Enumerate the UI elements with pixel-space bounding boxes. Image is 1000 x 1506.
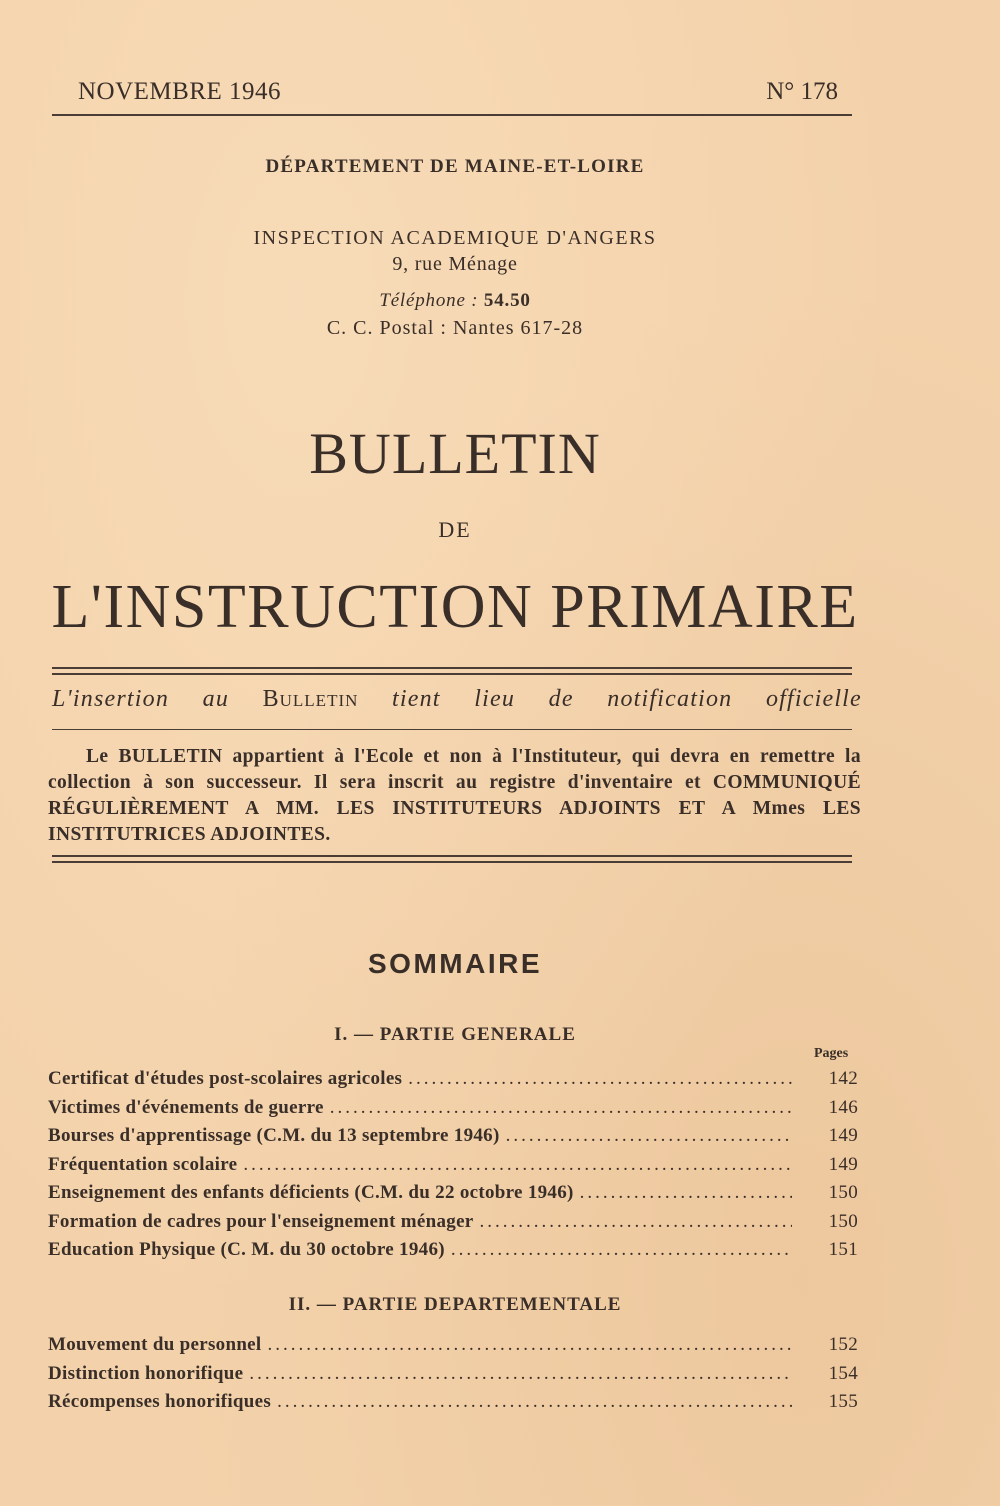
toc-entry — [48, 1125, 858, 1154]
toc-leader-dots — [408, 1068, 792, 1090]
toc-leader-dots — [451, 1239, 792, 1261]
toc-entry-title: Certificat d'études post-scolaires agricoles — [48, 1068, 403, 1089]
double-rule-bottom-2 — [52, 861, 852, 863]
notice-word: L'insertion — [52, 686, 170, 712]
toc-entry-page: 146 — [828, 1096, 858, 1118]
issue-date: NOVEMBRE 1946 — [78, 78, 282, 105]
toc-leader-dots — [268, 1334, 793, 1356]
notice-rule — [52, 729, 852, 730]
toc-entry-title: Fréquentation scolaire — [48, 1153, 238, 1175]
department-name: DÉPARTEMENT DE MAINE-ET-LOIRE — [265, 156, 645, 177]
toc-entry-page: 150 — [828, 1182, 858, 1203]
toc-leader-dots — [249, 1363, 792, 1385]
toc-entry-title: Education Physique (C. M. du 30 octobre 1946) — [48, 1239, 445, 1260]
toc-entry — [48, 1239, 858, 1268]
toc-entry-title: Mouvement du personnel — [48, 1334, 262, 1355]
toc-leader-dots — [243, 1154, 792, 1176]
title-de: DE — [438, 517, 472, 542]
ownership-paragraph — [48, 744, 861, 848]
header-rule — [52, 114, 852, 116]
toc-leader-dots — [277, 1391, 792, 1413]
notice-word: officielle — [765, 686, 862, 712]
section-heading-departementale: II. — PARTIE DEPARTEMENTALE — [288, 1294, 622, 1315]
pages-column-label: Pages — [814, 1046, 849, 1061]
notice-word: de — [548, 686, 574, 712]
toc-entry-title: Victimes d'événements de guerre — [48, 1096, 324, 1118]
toc-departementale — [48, 1334, 858, 1420]
toc-entry — [48, 1068, 858, 1097]
notice-word: Bulletin — [262, 686, 359, 712]
notice-word: tient — [391, 686, 441, 712]
toc-leader-dots — [480, 1211, 792, 1233]
toc-entry — [48, 1154, 858, 1183]
section-heading-generale: I. — PARTIE GENERALE — [334, 1024, 576, 1045]
phone-label: Téléphone : — [379, 290, 479, 311]
address: 9, rue Ménage — [392, 253, 518, 275]
toc-entry — [48, 1363, 858, 1392]
toc-entry-title: Formation de cadres pour l'enseignement ménager — [48, 1210, 474, 1232]
double-rule-top-1 — [52, 667, 852, 669]
double-rule-bottom-1 — [52, 855, 852, 857]
notice-word: lieu — [474, 686, 516, 712]
title-bulletin: BULLETIN — [309, 421, 601, 486]
toc-leader-dots — [506, 1125, 792, 1147]
toc-entry — [48, 1334, 858, 1363]
notice-word: au — [202, 686, 230, 712]
postal-account: C. C. Postal : Nantes 617-28 — [326, 317, 584, 339]
toc-leader-dots — [580, 1182, 792, 1204]
toc-entry-title: Bourses d'apprentissage (C.M. du 13 septembre 1946) — [48, 1125, 500, 1146]
toc-generale — [48, 1068, 858, 1268]
inspection-name: INSPECTION ACADEMIQUE D'ANGERS — [253, 227, 657, 249]
toc-entry — [48, 1182, 858, 1211]
toc-entry — [48, 1391, 858, 1420]
toc-entry-page: 155 — [828, 1391, 858, 1412]
toc-entry-page: 149 — [828, 1153, 858, 1175]
toc-entry-title: Distinction honorifique — [48, 1362, 244, 1384]
toc-entry-title: Enseignement des enfants déficients (C.M. du 22 octobre 1946) — [48, 1182, 574, 1203]
notification-notice — [52, 686, 862, 713]
double-rule-top-2 — [52, 673, 852, 675]
toc-entry — [48, 1097, 858, 1126]
notice-word: notification — [607, 686, 733, 712]
toc-entry-title: Récompenses honorifiques — [48, 1391, 272, 1412]
issue-number: N° 178 — [766, 78, 838, 105]
title-instruction-primaire: L'INSTRUCTION PRIMAIRE — [51, 573, 859, 641]
phone-number: 54.50 — [483, 290, 531, 311]
sommaire-heading: SOMMAIRE — [368, 948, 542, 979]
toc-entry-page: 150 — [828, 1210, 858, 1232]
toc-entry-page: 142 — [828, 1068, 858, 1089]
toc-entry-page: 151 — [828, 1239, 858, 1260]
ownership-text: Le BULLETIN appartient à l'Ecole et non à l'Instituteur, qui devra en remettre la collection à son successeur. Il sera inscrit au registre d'inventaire et COMMUNIQUÉ RÉGULIÈREMENT A MM. LES INSTITUTEURS ADJOINTS ET A Mmes LES INSTITUTRICES ADJOINTES. — [48, 746, 861, 845]
toc-leader-dots — [330, 1097, 792, 1119]
phone-line — [0, 290, 910, 312]
toc-entry-page: 149 — [828, 1125, 858, 1146]
toc-entry-page: 152 — [828, 1334, 858, 1355]
toc-entry-page: 154 — [828, 1362, 858, 1384]
toc-entry — [48, 1211, 858, 1240]
